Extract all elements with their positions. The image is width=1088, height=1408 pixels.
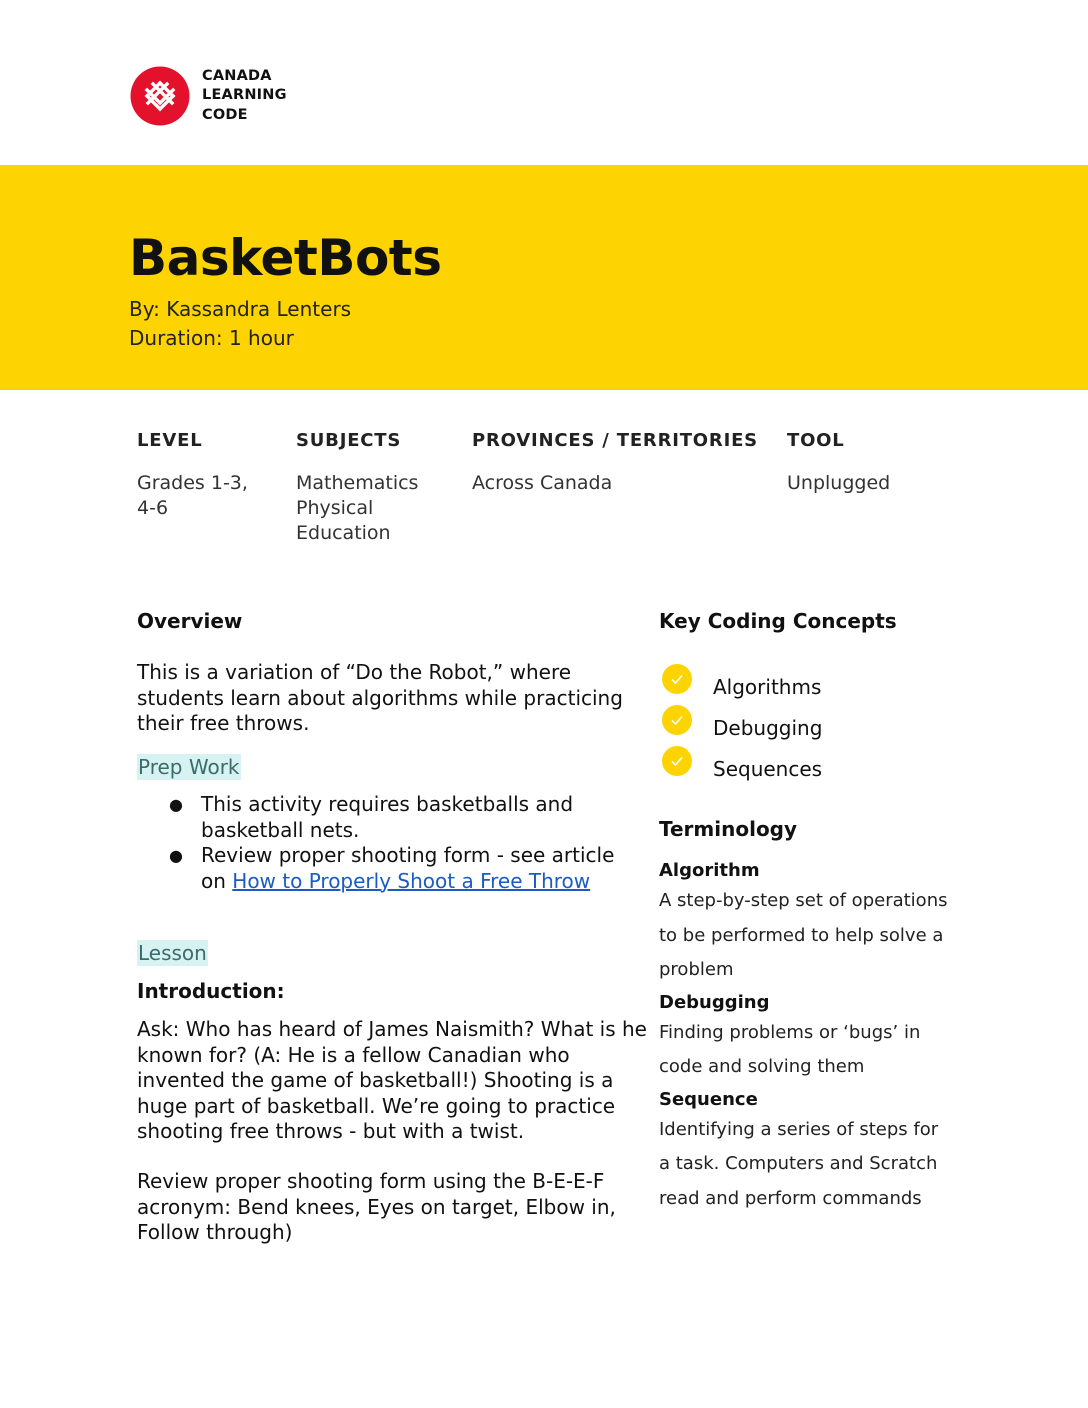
meta-value xyxy=(472,471,772,496)
text-line xyxy=(201,869,637,895)
author-text: By: Kassandra Lenters xyxy=(129,297,352,321)
logo-wordmark xyxy=(202,67,287,126)
meta-heading: PROVINCES / TERRITORIES xyxy=(472,430,758,451)
term-name: Algorithm xyxy=(659,860,760,881)
text-line: Identifying a series of steps for xyxy=(659,1118,939,1140)
text-line: a task. Computers and Scratch xyxy=(659,1153,938,1174)
text-line: students learn about algorithms while practicing xyxy=(137,685,623,710)
term-name: Sequence xyxy=(659,1088,758,1110)
text-line: problem xyxy=(659,959,734,980)
logo-line: LEARNING xyxy=(202,87,287,104)
text-line: huge part of basketball. We’re going to practice xyxy=(137,1093,616,1118)
meta-value xyxy=(787,471,967,496)
meta-heading: LEVEL xyxy=(137,430,203,451)
meta-value-line: Unplugged xyxy=(787,472,891,494)
check-circle-icon xyxy=(662,664,692,694)
meta-value-line: Education xyxy=(296,522,391,544)
prep-work-label: Prep Work xyxy=(138,755,240,779)
text-line: read and perform commands xyxy=(659,1187,922,1209)
concept-label: Sequences xyxy=(713,756,823,781)
bullet-icon: ● xyxy=(169,795,183,814)
logo-mark-icon xyxy=(130,66,190,126)
text-line: their free throws. xyxy=(137,711,310,735)
key-concepts-heading: Key Coding Concepts xyxy=(659,609,897,633)
text-line: code and solving them xyxy=(659,1056,865,1077)
introduction-heading: Introduction: xyxy=(137,979,285,1003)
list-item xyxy=(137,843,637,894)
introduction-text xyxy=(137,1017,647,1145)
list-item xyxy=(659,662,979,703)
text-line: known for? (A: He is a fellow Canadian who xyxy=(137,1042,570,1067)
text-line: acronym: Bend knees, Eyes on target, Elbow in, xyxy=(137,1194,616,1219)
prep-work-list xyxy=(137,792,637,894)
concept-label: Algorithms xyxy=(713,674,822,699)
logo-line: CANADA xyxy=(202,67,272,84)
meta-value xyxy=(137,471,277,521)
text-line: basketball nets. xyxy=(201,817,360,842)
terminology-heading: Terminology xyxy=(659,817,798,841)
text-line: invented the game of basketball!) Shooting is a xyxy=(137,1068,614,1092)
meta-subjects xyxy=(296,428,456,546)
meta-value-line: Grades 1-3, xyxy=(137,472,248,494)
text-line: Ask: Who has heard of James Naismith? What is he xyxy=(137,1017,647,1041)
terminology-list xyxy=(659,858,959,1218)
shooting-form-text xyxy=(137,1169,647,1246)
meta-heading: TOOL xyxy=(787,430,845,451)
lesson-label: Lesson xyxy=(138,941,207,965)
text-line: This activity requires basketballs and xyxy=(201,792,574,816)
list-item xyxy=(137,792,637,843)
text-line: Review proper shooting form - see article xyxy=(201,843,615,867)
term-name: Debugging xyxy=(659,991,770,1013)
check-circle-icon xyxy=(662,746,692,776)
meta-heading: SUBJECTS xyxy=(296,430,402,451)
text-fragment: on xyxy=(201,868,233,893)
check-circle-icon xyxy=(662,705,692,735)
meta-value-line: Physical xyxy=(296,497,374,519)
text-line: shooting free throws - but with a twist. xyxy=(137,1119,525,1143)
byline xyxy=(129,295,351,353)
logo-line: CODE xyxy=(202,106,248,123)
text-line: Follow through) xyxy=(137,1220,293,1244)
meta-value-line: 4-6 xyxy=(137,497,169,519)
canada-learning-code-logo xyxy=(130,66,287,126)
term-definition xyxy=(659,1113,959,1217)
text-line: to be performed to help solve a xyxy=(659,924,944,946)
duration-text: Duration: 1 hour xyxy=(129,326,294,350)
free-throw-article-link[interactable]: How to Properly Shoot a Free Throw xyxy=(232,868,591,893)
text-line: A step-by-step set of operations xyxy=(659,890,948,911)
meta-value-line: Mathematics xyxy=(296,472,419,494)
page-title: BasketBots xyxy=(129,229,442,287)
meta-value-line: Across Canada xyxy=(472,472,613,494)
key-concepts-list xyxy=(659,662,979,785)
term-definition xyxy=(659,884,959,988)
meta-tool xyxy=(787,428,967,496)
list-item xyxy=(659,703,979,744)
text-line: This is a variation of “Do the Robot,” where xyxy=(137,660,572,684)
meta-provinces xyxy=(472,428,772,496)
overview-text xyxy=(137,660,637,737)
meta-value xyxy=(296,471,456,546)
bullet-icon: ● xyxy=(169,846,183,865)
overview-heading: Overview xyxy=(137,609,243,633)
meta-level xyxy=(137,428,277,521)
text-line: Finding problems or ‘bugs’ in xyxy=(659,1021,921,1043)
concept-label: Debugging xyxy=(713,715,823,740)
term-definition xyxy=(659,1016,959,1085)
list-item xyxy=(659,744,979,785)
text-line: Review proper shooting form using the B-E-E-F xyxy=(137,1169,605,1193)
